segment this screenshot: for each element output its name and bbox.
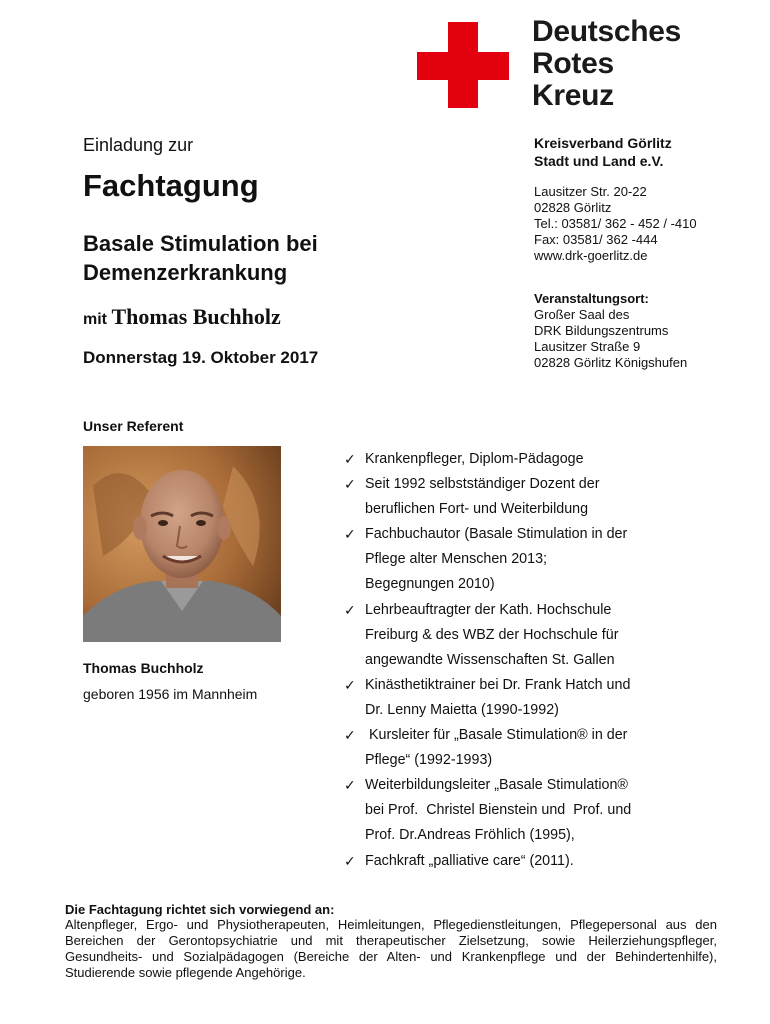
checkmark-icon: ✓ xyxy=(344,777,356,794)
cv-line: Lehrbeauftragter der Kath. Hochschule xyxy=(365,601,612,618)
speaker-name: Thomas Buchholz xyxy=(111,304,281,329)
topic-title xyxy=(83,229,318,287)
organization-name-line-2: Stadt und Land e.V. xyxy=(534,153,664,169)
cv-line: Krankenpfleger, Diplom-Pädagoge xyxy=(365,451,584,467)
brand-line-1: Deutsches xyxy=(532,15,682,48)
cv-line: bei Prof. Christel Bienstein und Prof. und xyxy=(365,802,632,819)
venue-title: Veranstaltungsort: xyxy=(534,291,649,306)
cv-line: angewandte Wissenschaften St. Gallen xyxy=(365,651,615,668)
cv-line: beruflichen Fort- und Weiterbildung xyxy=(365,501,589,518)
audience-text: Altenpfleger, Ergo- und Physiotherapeuten, Heimleitungen, Pflegedienstleitungen, Pflegepersonal aus den Bereichen der Gerontopsychiatrie und mit therapeutischer Zielsetzung, sowie Heilerziehungspfleger, Gesundheits- und Sozialpädagogen (Bereiche der Alten- und Krankenpflege und der Behindertenhilfe), Studierende sowie pflegende Angehörige. xyxy=(65,917,717,980)
invite-text: Einladung zur xyxy=(83,135,194,155)
cv-line: Begegnungen 2010) xyxy=(365,576,495,593)
address-city: 02828 Görlitz xyxy=(534,200,612,215)
cv-line: Fachbuchautor (Basale Stimulation in der xyxy=(365,526,628,543)
cv-item xyxy=(344,447,734,472)
event-type-title: Fachtagung xyxy=(83,168,259,203)
speaker-line xyxy=(83,304,281,330)
speaker-caption-name: Thomas Buchholz xyxy=(83,660,204,676)
venue-line: Lausitzer Straße 9 xyxy=(534,339,641,354)
cv-line: Freiburg & des WBZ der Hochschule für xyxy=(365,626,619,643)
speaker-caption-born: geboren 1956 im Mannheim xyxy=(83,686,258,702)
checkmark-icon: ✓ xyxy=(344,476,356,493)
cv-line: Fachkraft „palliative care“ (2011). xyxy=(365,852,574,869)
address-phone: Tel.: 03581/ 362 - 452 / -410 xyxy=(534,216,697,231)
topic-line-2: Demenzerkrankung xyxy=(83,260,288,285)
address-website: www.drk-goerlitz.de xyxy=(534,248,648,263)
cv-item xyxy=(344,773,734,848)
speaker-prefix: mit xyxy=(83,311,107,328)
cv-line: Kinästhetiktrainer bei Dr. Frank Hatch und xyxy=(365,676,631,693)
organization-name-line-1: Kreisverband Görlitz xyxy=(534,135,672,151)
referent-heading: Unser Referent xyxy=(83,418,184,434)
venue-address xyxy=(534,307,687,371)
cv-line: Pflege“ (1992-1993) xyxy=(365,752,493,769)
brand-line-2: Rotes xyxy=(532,47,614,80)
cv-item xyxy=(344,673,734,723)
venue-line: Großer Saal des xyxy=(534,307,630,322)
cv-line: Weiterbildungsleiter „Basale Stimulation® xyxy=(365,777,628,794)
red-cross-icon-horizontal xyxy=(417,52,509,80)
speaker-cv-list xyxy=(344,447,734,874)
cv-item xyxy=(344,849,734,874)
cv-item xyxy=(344,723,734,773)
speaker-photo xyxy=(83,446,281,642)
cv-item xyxy=(344,472,734,522)
cv-item xyxy=(344,598,734,673)
cv-line: Prof. Dr.Andreas Fröhlich (1995), xyxy=(365,827,575,844)
cv-line: Pflege alter Menschen 2013; xyxy=(365,551,548,568)
cv-line: Seit 1992 selbstständiger Dozent der xyxy=(365,476,600,493)
brand-line-3: Kreuz xyxy=(532,79,614,112)
audience-title: Die Fachtagung richtet sich vorwiegend an: xyxy=(65,902,335,917)
topic-line-1: Basale Stimulation bei xyxy=(83,231,318,256)
venue-line: 02828 Görlitz Königshufen xyxy=(534,355,688,370)
organization-address xyxy=(534,184,697,264)
checkmark-icon: ✓ xyxy=(344,526,356,543)
cv-line: Dr. Lenny Maietta (1990-1992) xyxy=(365,701,559,718)
checkmark-icon: ✓ xyxy=(344,676,356,693)
address-street: Lausitzer Str. 20-22 xyxy=(534,184,647,199)
cv-item xyxy=(344,522,734,597)
checkmark-icon: ✓ xyxy=(344,852,356,869)
organization-name xyxy=(534,134,672,170)
event-date: Donnerstag 19. Oktober 2017 xyxy=(83,348,319,367)
checkmark-icon: ✓ xyxy=(344,601,356,618)
cv-line: Kursleiter für „Basale Stimulation® in der xyxy=(365,727,628,744)
speaker-portrait-image xyxy=(83,446,281,642)
checkmark-icon: ✓ xyxy=(344,451,356,467)
address-fax: Fax: 03581/ 362 -444 xyxy=(534,232,658,247)
checkmark-icon: ✓ xyxy=(344,727,356,744)
venue-line: DRK Bildungszentrums xyxy=(534,323,669,338)
brand-wordmark xyxy=(532,16,681,112)
